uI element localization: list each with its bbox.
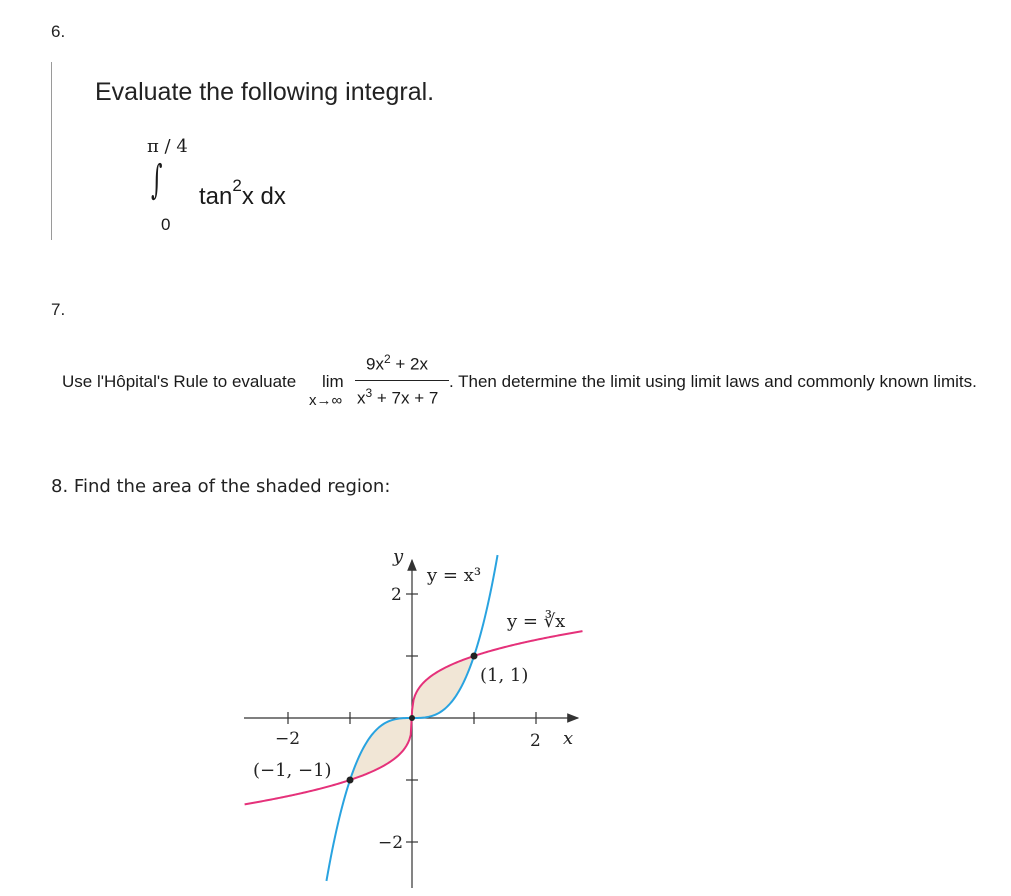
y-tick-label-2: 2	[391, 585, 402, 605]
point-label-1-1: (1, 1)	[480, 665, 529, 686]
y-axis-label: y	[393, 546, 404, 567]
question-7-number: 7.	[51, 300, 66, 319]
intersection-point-neg1-neg1	[347, 777, 354, 784]
question-6-number: 6.	[51, 22, 66, 41]
integral-upper-limit: π / 4	[147, 136, 188, 157]
numerator-base: 9x	[366, 354, 384, 374]
numerator-power: 2	[383, 352, 391, 366]
cuberoot-curve-label: y = ∛x	[507, 611, 566, 632]
denominator-power: 3	[365, 386, 373, 400]
y-tick-label-neg2: −2	[378, 833, 404, 853]
shaded-region-negative	[350, 718, 412, 780]
point-label-neg1-neg1: (−1, −1)	[253, 760, 332, 781]
denominator-base: x	[357, 388, 366, 408]
integral-sign: ∫	[151, 157, 163, 203]
shaded-region-positive	[412, 656, 474, 718]
integral-lower-limit: 0	[161, 215, 171, 234]
origin-point	[409, 715, 415, 721]
integrand-rest: x dx	[241, 183, 286, 210]
limit-operator: lim	[322, 372, 344, 391]
question-6-heading: Evaluate the following integral.	[95, 78, 435, 106]
numerator-rest: + 2x	[390, 354, 428, 374]
integrand-power: 2	[232, 176, 242, 195]
intersection-point-1-1	[471, 653, 478, 660]
x-tick-label-2: 2	[530, 731, 541, 751]
question-8-prompt: 8. Find the area of the shaded region:	[51, 476, 391, 497]
x-axis-label: x	[563, 728, 574, 749]
denominator-rest: + 7x + 7	[372, 388, 439, 408]
integrand-function: tan	[199, 183, 233, 210]
limit-subscript: x→∞	[309, 392, 343, 409]
question-7-suffix: . Then determine the limit using limit laws and commonly known limits.	[449, 372, 977, 391]
cube-curve-label: y = x³	[427, 565, 482, 586]
x-tick-label-neg2: −2	[275, 729, 301, 749]
question-7-prefix: Use l'Hôpital's Rule to evaluate	[62, 372, 297, 391]
